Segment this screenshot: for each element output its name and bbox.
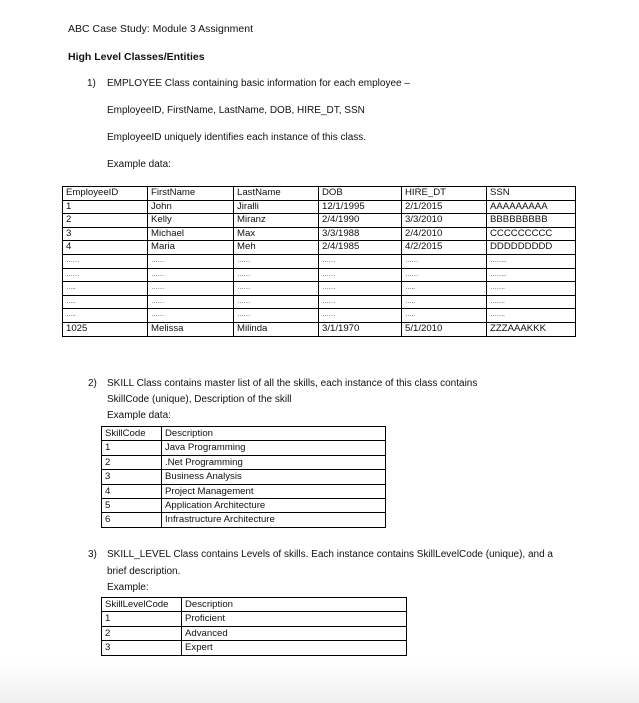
column-header: SSN [487, 187, 576, 201]
table-cell: 1 [102, 441, 162, 455]
table-cell: …… [148, 309, 234, 323]
table-row [102, 499, 386, 513]
employee-table [62, 186, 576, 337]
section-heading: High Level Classes/Entities [68, 51, 205, 63]
table-cell: …… [319, 282, 402, 296]
table-cell: 3 [63, 227, 148, 241]
table-cell: ZZZAAAKKK [487, 322, 576, 336]
table-cell: Infrastructure Architecture [162, 513, 386, 527]
table-cell: 2 [102, 455, 162, 469]
table-cell: …… [402, 254, 487, 268]
table-cell: …….. [487, 254, 576, 268]
table-cell: 5/1/2010 [402, 322, 487, 336]
table-header-row [63, 187, 576, 201]
table-cell: 3 [102, 641, 182, 655]
table-cell: …… [234, 268, 319, 282]
table-cell: 5 [102, 499, 162, 513]
table-cell: …… [319, 268, 402, 282]
table-cell: CCCCCCCCC [487, 227, 576, 241]
table-row [102, 441, 386, 455]
column-header: SkillLevelCode [102, 598, 182, 612]
column-header: SkillCode [102, 427, 162, 441]
table-cell: ….. [402, 309, 487, 323]
table-cell: …… [148, 254, 234, 268]
table-cell: …… [148, 282, 234, 296]
table-cell: 2 [102, 626, 182, 640]
column-header: DOB [319, 187, 402, 201]
table-cell: DDDDDDDDD [487, 241, 576, 255]
table-row [63, 227, 576, 241]
table-cell: 3/3/2010 [402, 214, 487, 228]
table-cell: 3/3/1988 [319, 227, 402, 241]
table-cell: …… [319, 254, 402, 268]
table-row-placeholder [63, 254, 576, 268]
column-header: EmployeeID [63, 187, 148, 201]
table-cell: …… [148, 295, 234, 309]
table-cell: …….. [487, 268, 576, 282]
item-text-line: brief description. [107, 566, 181, 577]
table-row [102, 626, 407, 640]
column-header: FirstName [148, 187, 234, 201]
item-number: 1) [87, 78, 96, 89]
table-cell: …… [63, 254, 148, 268]
table-cell: 2/4/2010 [402, 227, 487, 241]
item-text-line: SkillCode (unique), Description of the skill [107, 394, 292, 405]
table-cell: ….. [402, 282, 487, 296]
table-row-placeholder [63, 282, 576, 296]
table-cell: 2 [63, 214, 148, 228]
table-cell: ….. [63, 309, 148, 323]
table-cell: …… [148, 268, 234, 282]
table-cell: 1 [63, 200, 148, 214]
table-header-row [102, 427, 386, 441]
table-cell: .Net Programming [162, 455, 386, 469]
column-header: Description [162, 427, 386, 441]
table-row [102, 484, 386, 498]
item-text-line: SKILL Class contains master list of all the skills, each instance of this class contains [107, 378, 478, 389]
table-row-placeholder [63, 309, 576, 323]
column-header: Description [182, 598, 407, 612]
table-cell: Advanced [182, 626, 407, 640]
column-header: LastName [234, 187, 319, 201]
skill-level-table [101, 597, 407, 656]
table-cell: ….. [63, 295, 148, 309]
table-cell: BBBBBBBBB [487, 214, 576, 228]
item-text-line: Example: [107, 582, 149, 593]
table-row [102, 612, 407, 626]
table-row-placeholder [63, 295, 576, 309]
column-header: HIRE_DT [402, 187, 487, 201]
table-cell: Business Analysis [162, 470, 386, 484]
table-cell: Application Architecture [162, 499, 386, 513]
table-cell: 3/1/1970 [319, 322, 402, 336]
table-row [63, 214, 576, 228]
item-text-line: EmployeeID uniquely identifies each instance of this class. [107, 132, 367, 143]
table-row [102, 470, 386, 484]
table-cell: ….. [63, 282, 148, 296]
item-text-line: Example data: [107, 159, 171, 170]
table-cell: Expert [182, 641, 407, 655]
table-cell: …… [234, 295, 319, 309]
table-cell: …… [319, 295, 402, 309]
table-cell: Jiralli [234, 200, 319, 214]
table-cell: 1 [102, 612, 182, 626]
table-cell: 2/4/1985 [319, 241, 402, 255]
document-title: ABC Case Study: Module 3 Assignment [68, 23, 254, 35]
table-cell: 1025 [63, 322, 148, 336]
table-header-row [102, 598, 407, 612]
item-number: 2) [88, 378, 97, 389]
table-cell: Java Programming [162, 441, 386, 455]
table-cell: ……. [487, 295, 576, 309]
skill-table [101, 426, 386, 528]
table-cell: 4/2/2015 [402, 241, 487, 255]
table-cell: Meh [234, 241, 319, 255]
table-cell: Project Management [162, 484, 386, 498]
table-cell: Max [234, 227, 319, 241]
table-row [102, 455, 386, 469]
item-number: 3) [88, 549, 97, 560]
table-row [63, 322, 576, 336]
table-cell: ……. [487, 282, 576, 296]
table-cell: Maria [148, 241, 234, 255]
item-text-line: SKILL_LEVEL Class contains Levels of skills. Each instance contains SkillLevelCode (unique), and a [107, 549, 553, 560]
table-cell: …… [234, 254, 319, 268]
table-cell: 3 [102, 470, 162, 484]
table-cell: Kelly [148, 214, 234, 228]
table-cell: AAAAAAAAA [487, 200, 576, 214]
table-cell: …… [234, 282, 319, 296]
table-cell: …… [63, 268, 148, 282]
table-row [63, 241, 576, 255]
table-cell: 2/1/2015 [402, 200, 487, 214]
item-text-line: EMPLOYEE Class containing basic information for each employee – [107, 78, 410, 89]
table-row [63, 200, 576, 214]
table-cell: Michael [148, 227, 234, 241]
table-cell: Milinda [234, 322, 319, 336]
table-cell: 4 [63, 241, 148, 255]
table-cell: ….. [402, 295, 487, 309]
table-cell: 12/1/1995 [319, 200, 402, 214]
item-text-line: EmployeeID, FirstName, LastName, DOB, HIRE_DT, SSN [107, 105, 365, 116]
table-cell: ……. [487, 309, 576, 323]
table-cell: 2/4/1990 [319, 214, 402, 228]
table-cell: …… [319, 309, 402, 323]
table-cell: Miranz [234, 214, 319, 228]
table-cell: John [148, 200, 234, 214]
table-cell: Proficient [182, 612, 407, 626]
table-cell: …… [234, 309, 319, 323]
table-cell: 4 [102, 484, 162, 498]
table-row [102, 641, 407, 655]
table-cell: …… [402, 268, 487, 282]
table-row [102, 513, 386, 527]
table-row-placeholder [63, 268, 576, 282]
item-text-line: Example data: [107, 410, 171, 421]
table-cell: Melissa [148, 322, 234, 336]
table-cell: 6 [102, 513, 162, 527]
